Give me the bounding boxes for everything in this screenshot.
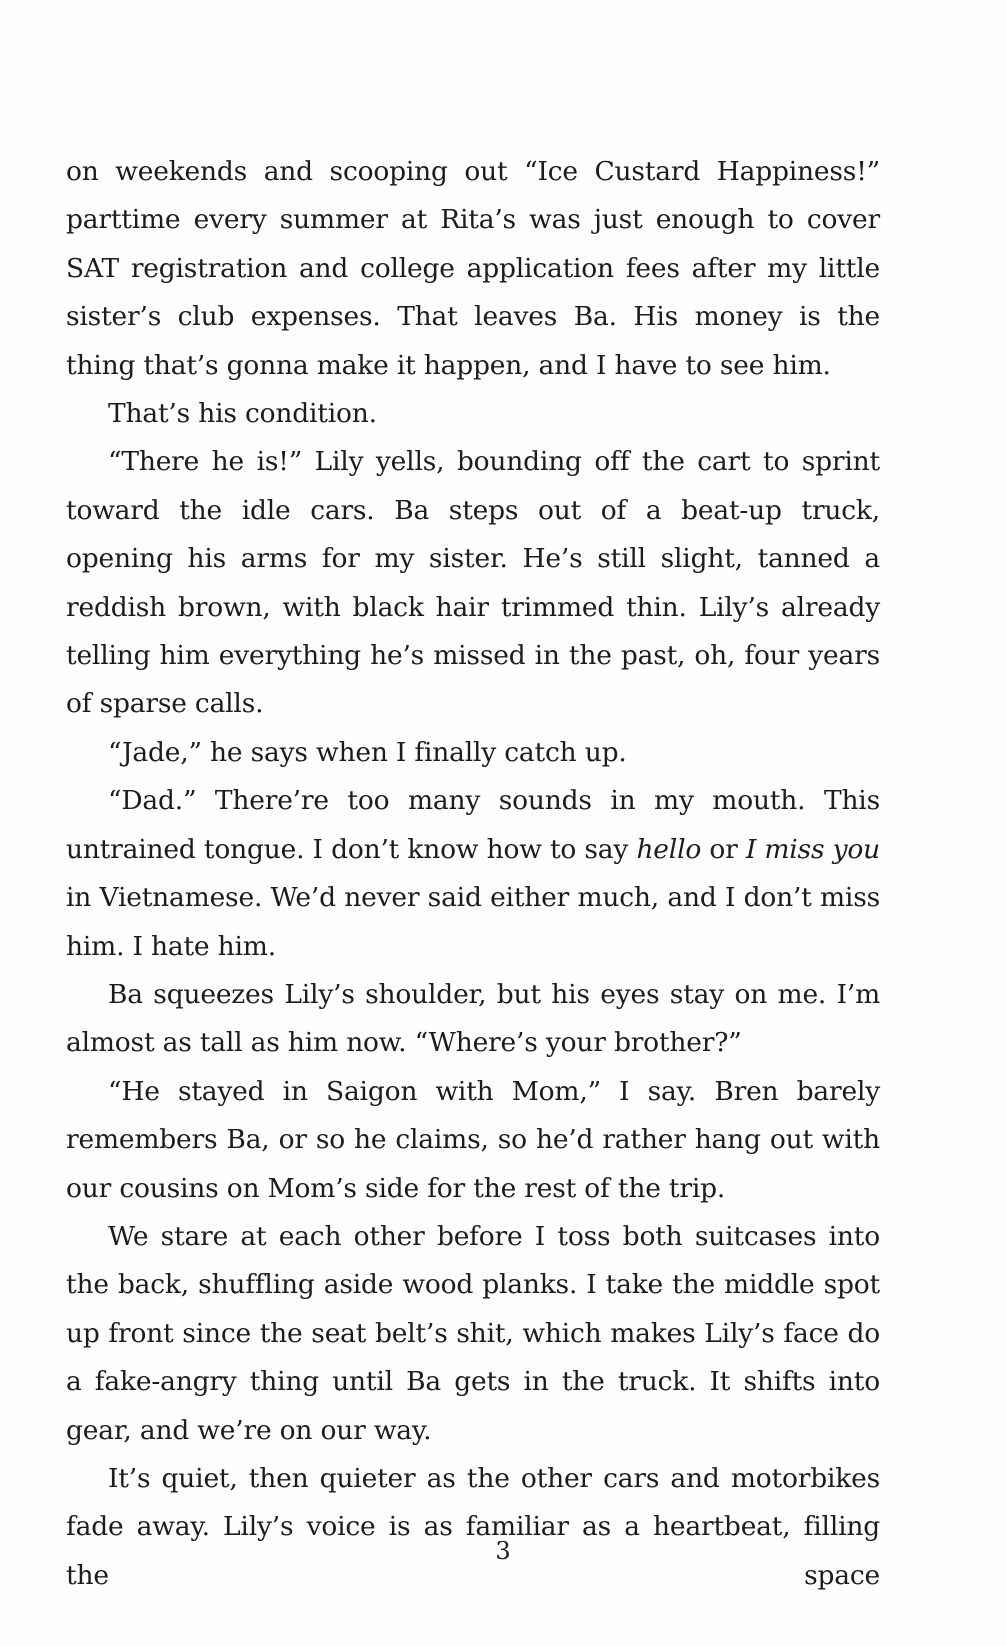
paragraph: It’s quiet, then quieter as the other cars and motorbikes fade away. Lily’s voice is as familiar as a heartbeat, filling the space xyxy=(66,1462,880,1591)
paragraph xyxy=(66,777,880,971)
body-text xyxy=(66,148,880,1600)
paragraph: on weekends and scooping out “Ice Custard Happiness!” parttime every summer at Rita’s was just enough to cover SAT registration and college application fees after my little sister’s club expenses. That leaves Ba. His money is the thing that’s gonna make it happen, and I have to see him. xyxy=(66,156,880,381)
paragraph: “He stayed in Saigon with Mom,” I say. Bren barely remembers Ba, or so he claims, so he’d rather hang out with our cousins on Mom’s side for the rest of the trip. xyxy=(66,1075,880,1204)
paragraph: “Jade,” he says when I finally catch up. xyxy=(108,736,627,768)
text-run: in Vietnamese. We’d never said either much, and I don’t miss him. I hate him. xyxy=(66,882,880,962)
text-run: “Dad.” There’re too many sounds in my mouth. This untrained tongue. I don’t know how to say xyxy=(66,785,880,865)
paragraph: That’s his condition. xyxy=(108,398,377,430)
paragraph: Ba squeezes Lily’s shoulder, but his eyes stay on me. I’m almost as tall as him now. “Where’s your brother?” xyxy=(66,978,880,1059)
paragraph: “There he is!” Lily yells, bounding off the cart to sprint toward the idle cars. Ba steps out of a beat-up truck, opening his arms for my sister. He’s still slight, tanned a reddish brown, with black hair trimmed thin. Lily’s already telling him everything he’s missed in the past, oh, four years of sparse calls. xyxy=(66,446,880,720)
paragraph: We stare at each other before I toss both suitcases into the back, shuffling aside wood planks. I take the middle spot up front since the seat belt’s shit, which makes Lily’s face do a fake-angry thing until Ba gets in the truck. It shifts into gear, and we’re on our way. xyxy=(66,1220,880,1446)
text-run: or xyxy=(701,833,746,865)
page-number: 3 xyxy=(495,1537,511,1565)
italic-text: hello xyxy=(636,833,702,865)
italic-text: I miss you xyxy=(745,833,880,865)
